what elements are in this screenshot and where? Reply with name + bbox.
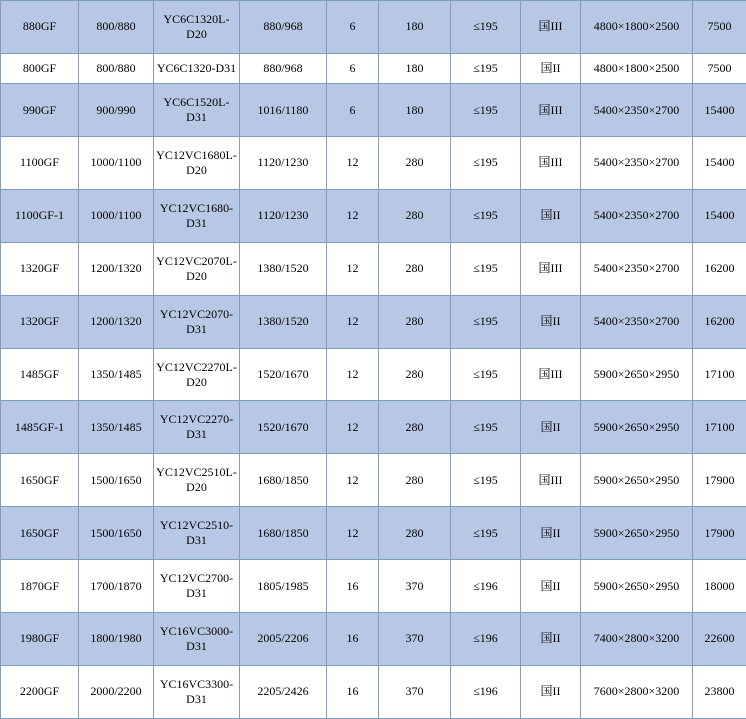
cell-engine: YC12VC2270-D31: [154, 401, 240, 454]
cell-weight: 17100: [693, 401, 746, 454]
cell-cylinders: 16: [327, 665, 379, 718]
cell-weight: 15400: [693, 137, 746, 190]
cell-model: 1485GF: [1, 348, 79, 401]
cell-emission-standard: 国II: [521, 401, 581, 454]
cell-rating: 1380/1520: [240, 242, 327, 295]
cell-engine: YC12VC1680-D31: [154, 189, 240, 242]
cell-power: 1500/1650: [79, 454, 154, 507]
cell-rating: 2005/2206: [240, 613, 327, 666]
cell-cylinders: 12: [327, 348, 379, 401]
cell-bore: 280: [379, 189, 451, 242]
cell-rating: 1380/1520: [240, 295, 327, 348]
cell-emission-standard: 国III: [521, 454, 581, 507]
table-row: [1, 665, 746, 718]
cell-engine: YC12VC2070-D31: [154, 295, 240, 348]
cell-power: 2000/2200: [79, 665, 154, 718]
cell-model: 880GF: [1, 1, 79, 54]
cell-engine: YC12VC2700-D31: [154, 560, 240, 613]
table-row: [1, 242, 746, 295]
cell-weight: 7500: [693, 1, 746, 54]
cell-consumption: ≤195: [451, 1, 521, 54]
cell-consumption: ≤195: [451, 507, 521, 560]
cell-bore: 370: [379, 560, 451, 613]
cell-power: 800/880: [79, 1, 154, 54]
cell-cylinders: 6: [327, 1, 379, 54]
cell-cylinders: 12: [327, 454, 379, 507]
cell-power: 800/880: [79, 53, 154, 83]
cell-dimensions: 5400×2350×2700: [581, 84, 693, 137]
table-row: [1, 53, 746, 83]
cell-engine: YC12VC2510-D31: [154, 507, 240, 560]
cell-dimensions: 5900×2650×2950: [581, 560, 693, 613]
cell-model: 1320GF: [1, 242, 79, 295]
cell-rating: 1805/1985: [240, 560, 327, 613]
cell-weight: 17900: [693, 454, 746, 507]
cell-consumption: ≤195: [451, 401, 521, 454]
table-row: [1, 401, 746, 454]
cell-weight: 18000: [693, 560, 746, 613]
cell-cylinders: 12: [327, 507, 379, 560]
cell-consumption: ≤195: [451, 295, 521, 348]
cell-dimensions: 5900×2650×2950: [581, 348, 693, 401]
cell-model: 1650GF: [1, 507, 79, 560]
table-row: [1, 613, 746, 666]
cell-dimensions: 5900×2650×2950: [581, 507, 693, 560]
cell-model: 1100GF-1: [1, 189, 79, 242]
table-row: [1, 1, 746, 54]
cell-consumption: ≤195: [451, 53, 521, 83]
cell-weight: 16200: [693, 242, 746, 295]
cell-power: 1350/1485: [79, 348, 154, 401]
cell-model: 2200GF: [1, 665, 79, 718]
cell-bore: 370: [379, 665, 451, 718]
cell-weight: 15400: [693, 84, 746, 137]
cell-rating: 880/968: [240, 1, 327, 54]
cell-consumption: ≤195: [451, 242, 521, 295]
table-row: [1, 137, 746, 190]
table-row: [1, 507, 746, 560]
cell-rating: 1520/1670: [240, 401, 327, 454]
cell-dimensions: 7400×2800×3200: [581, 613, 693, 666]
cell-rating: 1680/1850: [240, 507, 327, 560]
cell-dimensions: 5900×2650×2950: [581, 401, 693, 454]
cell-emission-standard: 国II: [521, 665, 581, 718]
cell-dimensions: 4800×1800×2500: [581, 53, 693, 83]
cell-cylinders: 12: [327, 137, 379, 190]
table-row: [1, 295, 746, 348]
cell-consumption: ≤195: [451, 137, 521, 190]
cell-emission-standard: 国II: [521, 295, 581, 348]
cell-cylinders: 12: [327, 242, 379, 295]
cell-emission-standard: 国III: [521, 1, 581, 54]
cell-bore: 280: [379, 401, 451, 454]
cell-cylinders: 6: [327, 84, 379, 137]
cell-weight: 22600: [693, 613, 746, 666]
cell-engine: YC12VC2070L-D20: [154, 242, 240, 295]
cell-bore: 180: [379, 84, 451, 137]
cell-engine: YC6C1320-D31: [154, 53, 240, 83]
cell-consumption: ≤196: [451, 560, 521, 613]
cell-emission-standard: 国III: [521, 84, 581, 137]
cell-dimensions: 5400×2350×2700: [581, 189, 693, 242]
cell-weight: 23800: [693, 665, 746, 718]
cell-cylinders: 12: [327, 401, 379, 454]
cell-engine: YC12VC2510L-D20: [154, 454, 240, 507]
cell-emission-standard: 国III: [521, 348, 581, 401]
cell-weight: 17900: [693, 507, 746, 560]
cell-engine: YC6C1320L-D20: [154, 1, 240, 54]
cell-bore: 280: [379, 454, 451, 507]
cell-model: 1650GF: [1, 454, 79, 507]
cell-model: 800GF: [1, 53, 79, 83]
cell-weight: 16200: [693, 295, 746, 348]
cell-weight: 17100: [693, 348, 746, 401]
cell-power: 900/990: [79, 84, 154, 137]
table-row: [1, 84, 746, 137]
cell-model: 990GF: [1, 84, 79, 137]
cell-dimensions: 7600×2800×3200: [581, 665, 693, 718]
cell-model: 1320GF: [1, 295, 79, 348]
cell-engine: YC16VC3300-D31: [154, 665, 240, 718]
cell-emission-standard: 国II: [521, 53, 581, 83]
cell-engine: YC16VC3000-D31: [154, 613, 240, 666]
cell-power: 1200/1320: [79, 295, 154, 348]
cell-dimensions: 5900×2650×2950: [581, 454, 693, 507]
cell-engine: YC6C1520L-D31: [154, 84, 240, 137]
cell-rating: 880/968: [240, 53, 327, 83]
cell-bore: 370: [379, 613, 451, 666]
table-row: [1, 560, 746, 613]
cell-rating: 1520/1670: [240, 348, 327, 401]
cell-rating: 1016/1180: [240, 84, 327, 137]
cell-engine: YC12VC1680L-D20: [154, 137, 240, 190]
cell-model: 1870GF: [1, 560, 79, 613]
cell-rating: 1120/1230: [240, 189, 327, 242]
cell-bore: 180: [379, 1, 451, 54]
cell-consumption: ≤195: [451, 189, 521, 242]
cell-cylinders: 16: [327, 613, 379, 666]
cell-cylinders: 6: [327, 53, 379, 83]
cell-power: 1700/1870: [79, 560, 154, 613]
cell-model: 1980GF: [1, 613, 79, 666]
cell-emission-standard: 国III: [521, 242, 581, 295]
cell-bore: 280: [379, 348, 451, 401]
cell-dimensions: 5400×2350×2700: [581, 242, 693, 295]
cell-consumption: ≤196: [451, 613, 521, 666]
cell-dimensions: 5400×2350×2700: [581, 295, 693, 348]
cell-bore: 280: [379, 242, 451, 295]
cell-power: 1350/1485: [79, 401, 154, 454]
cell-rating: 1680/1850: [240, 454, 327, 507]
cell-cylinders: 16: [327, 560, 379, 613]
cell-cylinders: 12: [327, 295, 379, 348]
cell-dimensions: 5400×2350×2700: [581, 137, 693, 190]
cell-bore: 180: [379, 53, 451, 83]
cell-rating: 1120/1230: [240, 137, 327, 190]
cell-consumption: ≤196: [451, 665, 521, 718]
cell-consumption: ≤195: [451, 454, 521, 507]
cell-weight: 7500: [693, 53, 746, 83]
cell-emission-standard: 国II: [521, 507, 581, 560]
cell-emission-standard: 国II: [521, 613, 581, 666]
cell-consumption: ≤195: [451, 84, 521, 137]
cell-emission-standard: 国II: [521, 560, 581, 613]
cell-bore: 280: [379, 295, 451, 348]
cell-bore: 280: [379, 507, 451, 560]
cell-consumption: ≤195: [451, 348, 521, 401]
cell-bore: 280: [379, 137, 451, 190]
table-row: [1, 348, 746, 401]
cell-power: 1000/1100: [79, 137, 154, 190]
cell-model: 1485GF-1: [1, 401, 79, 454]
table-row: [1, 454, 746, 507]
cell-emission-standard: 国II: [521, 189, 581, 242]
cell-emission-standard: 国III: [521, 137, 581, 190]
cell-power: 1000/1100: [79, 189, 154, 242]
cell-power: 1800/1980: [79, 613, 154, 666]
cell-rating: 2205/2426: [240, 665, 327, 718]
cell-model: 1100GF: [1, 137, 79, 190]
cell-engine: YC12VC2270L-D20: [154, 348, 240, 401]
cell-weight: 15400: [693, 189, 746, 242]
cell-power: 1200/1320: [79, 242, 154, 295]
table-body: [1, 1, 746, 719]
cell-power: 1500/1650: [79, 507, 154, 560]
cell-cylinders: 12: [327, 189, 379, 242]
cell-dimensions: 4800×1800×2500: [581, 1, 693, 54]
table-row: [1, 189, 746, 242]
